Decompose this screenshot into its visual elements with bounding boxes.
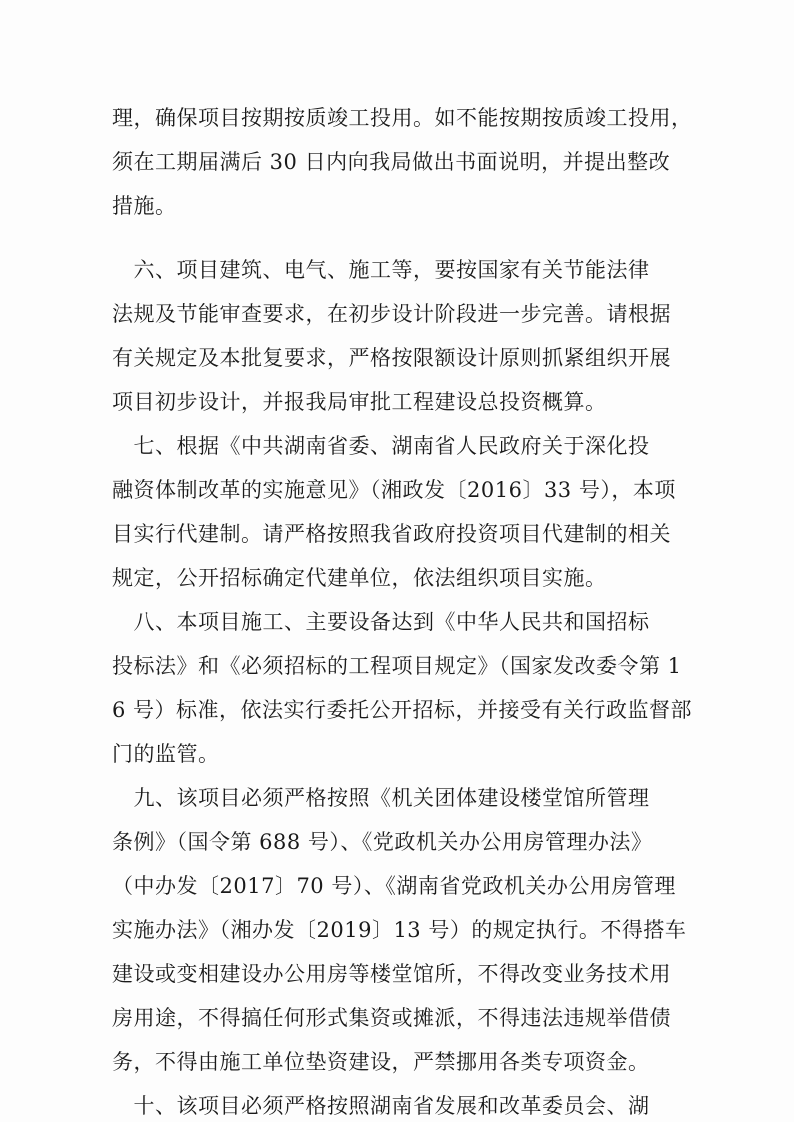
text-line: 六、项目建筑、电气、施工等，要按国家有关节能法律 xyxy=(112,258,650,282)
text-line: 十、该项目必须严格按照湖南省发展和改革委员会、湖 xyxy=(112,1094,650,1118)
text-line: 有关规定及本批复要求，严格按限额设计原则抓紧组织开展 xyxy=(112,346,671,370)
text-line: 实施办法》（湘办发〔2019〕13 号）的规定执行。不得搭车 xyxy=(112,918,687,942)
text-line: 八、本项目施工、主要设备达到《中华人民共和国招标 xyxy=(112,610,650,634)
text-line: 项目初步设计，并报我局审批工程建设总投资概算。 xyxy=(112,390,607,414)
text-line: 融资体制改革的实施意见》（湘政发〔2016〕33 号），本项 xyxy=(112,478,676,502)
text-line: 九、该项目必须严格按照《机关团体建设楼堂馆所管理 xyxy=(112,786,650,810)
document-body xyxy=(112,96,693,1128)
text-line: 法规及节能审查要求，在初步设计阶段进一步完善。请根据 xyxy=(112,302,671,326)
text-line: 务，不得由施工单位垫资建设，严禁挪用各类专项资金。 xyxy=(112,1050,650,1074)
paragraph-item-6 xyxy=(112,248,672,424)
paragraph-item-9 xyxy=(112,776,687,1084)
text-line: 房用途，不得搞任何形式集资或摊派，不得违法违规举借债 xyxy=(112,1006,671,1030)
paragraph-item-10 xyxy=(112,1084,672,1128)
text-line: 须在工期届满后 30 日内向我局做出书面说明，并提出整改 xyxy=(112,150,671,174)
text-line: 建设或变相建设办公用房等楼堂馆所，不得改变业务技术用 xyxy=(112,962,671,986)
paragraph-item-8 xyxy=(112,600,693,776)
paragraph-continuation xyxy=(112,96,693,228)
text-line: 七、根据《中共湖南省委、湖南省人民政府关于深化投 xyxy=(112,434,650,458)
text-line: 门的监管。 xyxy=(112,742,220,766)
text-line: 理，确保项目按期按质竣工投用。如不能按期按质竣工投用， xyxy=(112,106,693,130)
text-line: 投标法》和《必须招标的工程项目规定》（国家发改委令第 1 xyxy=(112,654,682,678)
text-line: 措施。 xyxy=(112,194,177,218)
paragraph-item-7 xyxy=(112,424,676,600)
text-line: 规定，公开招标确定代建单位，依法组织项目实施。 xyxy=(112,566,607,590)
text-line: （中办发〔2017〕70 号）、《湖南省党政机关办公用房管理 xyxy=(112,874,676,898)
text-line: 条例》（国令第 688 号）、《党政机关办公用房管理办法》 xyxy=(112,830,653,854)
text-line: 目实行代建制。请严格按照我省政府投资项目代建制的相关 xyxy=(112,522,671,546)
text-line: 6 号）标准，依法实行委托公开招标，并接受有关行政监督部 xyxy=(112,698,693,722)
